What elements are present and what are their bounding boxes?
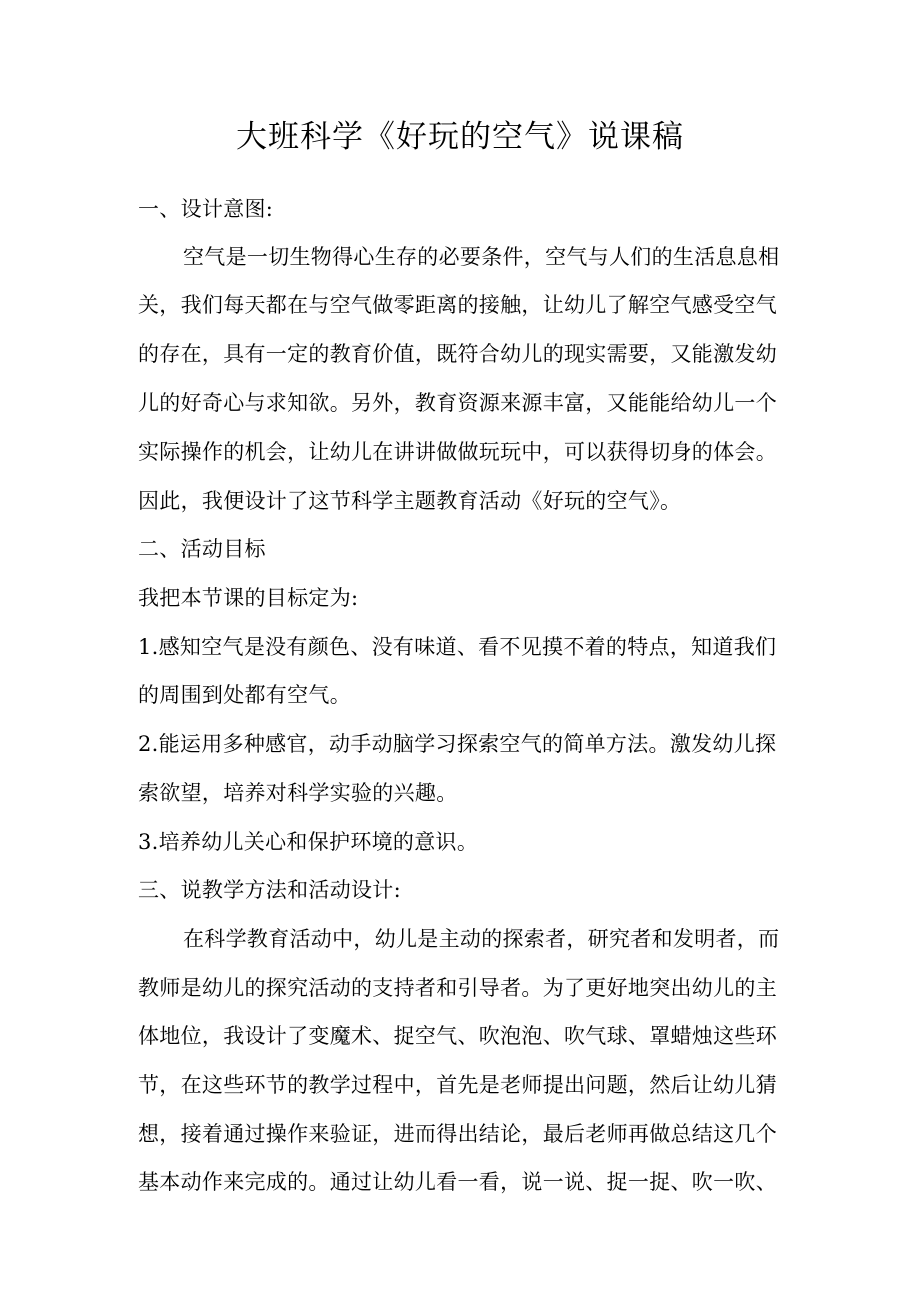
- section-heading-design-intent: 一、设计意图:: [138, 197, 274, 221]
- paragraph-line: 实际操作的机会，让幼儿在讲讲做做玩玩中，可以获得切身的体会。: [138, 440, 777, 464]
- paragraph-line: 教师是幼儿的探究活动的支持者和引导者。为了更好地突出幼儿的主: [138, 976, 777, 1000]
- paragraph-line: 想，接着通过操作来验证，进而得出结论，最后老师再做总结这几个: [138, 1122, 777, 1146]
- goal-item-3: 3.培养幼儿关心和保护环境的意识。: [138, 830, 479, 854]
- goal-item-2-continued: 索欲望，培养对科学实验的兴趣。: [138, 781, 458, 805]
- paragraph-line: 节，在这些环节的教学过程中，首先是老师提出问题，然后让幼儿猜: [138, 1073, 777, 1097]
- goal-item-1-continued: 的周围到处都有空气。: [138, 683, 351, 707]
- section-heading-activity-goals: 二、活动目标: [138, 537, 266, 561]
- paragraph-line: 我把本节课的目标定为:: [138, 586, 359, 610]
- paragraph-line: 在科学教育活动中，幼儿是主动的探索者，研究者和发明者，而: [183, 927, 780, 951]
- paragraph-line: 因此，我便设计了这节科学主题教育活动《好玩的空气》。: [138, 489, 682, 513]
- paragraph-line: 基本动作来完成的。通过让幼儿看一看，说一说、捉一捉、吹一吹、: [138, 1170, 777, 1194]
- goal-item-1: 1.感知空气是没有颜色、没有味道、看不见摸不着的特点，知道我们: [138, 635, 777, 659]
- document-title: 大班科学《好玩的空气》说课稿: [236, 119, 684, 155]
- goal-item-2: 2.能运用多种感官，动手动脑学习探索空气的简单方法。激发幼儿探: [138, 732, 777, 756]
- paragraph-line: 关，我们每天都在与空气做零距离的接触，让幼儿了解空气感受空气: [138, 293, 777, 317]
- paragraph-line: 体地位，我设计了变魔术、捉空气、吹泡泡、吹气球、罩蜡烛这些环: [138, 1024, 777, 1048]
- paragraph-line: 的存在，具有一定的教育价值，既符合幼儿的现实需要，又能激发幼: [138, 342, 777, 366]
- paragraph-line: 空气是一切生物得心生存的必要条件，空气与人们的生活息息相: [183, 245, 780, 269]
- section-heading-methods: 三、说教学方法和活动设计:: [138, 878, 401, 902]
- paragraph-line: 儿的好奇心与求知欲。另外，教育资源来源丰富，又能能给幼儿一个: [138, 391, 777, 415]
